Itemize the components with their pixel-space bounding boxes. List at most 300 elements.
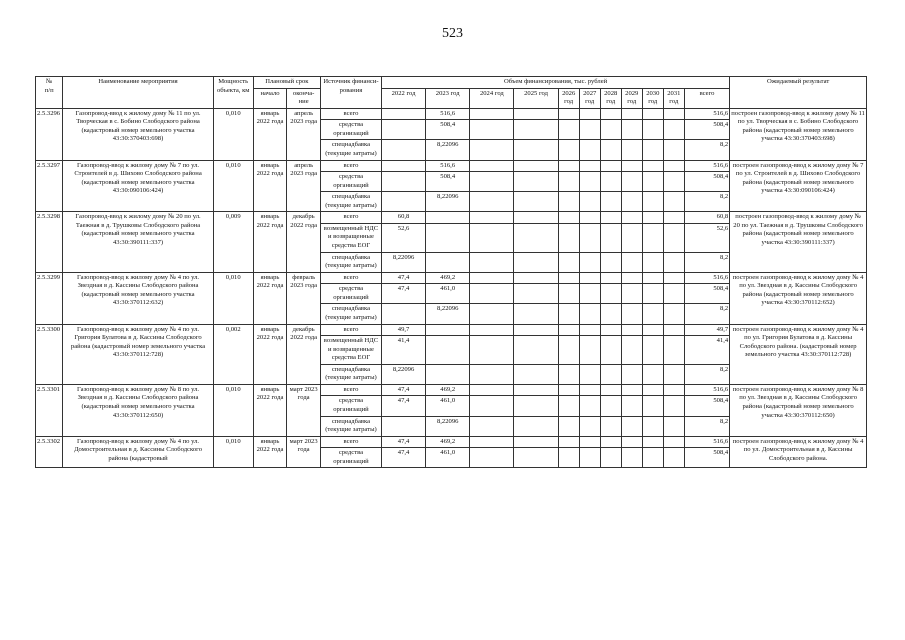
row-end: март 2023 года	[287, 436, 321, 468]
value-2022: 8,22096	[381, 252, 425, 272]
value-empty-year	[579, 172, 600, 192]
table-row	[36, 108, 867, 120]
row-num: 2.5.3299	[36, 272, 63, 324]
source-name: всего	[320, 436, 381, 448]
source-name: средства организаций	[320, 284, 381, 304]
row-power: 0,010	[213, 108, 253, 160]
value-empty-year	[642, 120, 663, 140]
value-empty-year	[642, 364, 663, 384]
row-name: Газопровод-ввод к жилому дому № 8 по ул. Звездная в д. Кассины Слободского района (кадастровый номер земельного участка 43:30:370112:650)	[63, 384, 213, 436]
value-empty-year	[663, 416, 684, 436]
header-total: всего	[684, 88, 729, 108]
value-empty-year	[558, 120, 579, 140]
value-total: 52,6	[684, 223, 729, 252]
value-2023: 461,0	[426, 396, 470, 416]
value-empty-year	[579, 416, 600, 436]
source-name: спецнадбавка (текущие затраты)	[320, 304, 381, 324]
value-total: 60,8	[684, 212, 729, 224]
source-name: всего	[320, 108, 381, 120]
value-empty-year	[600, 108, 621, 120]
value-empty-year	[642, 212, 663, 224]
value-2023: 8,22096	[426, 192, 470, 212]
value-empty-year	[514, 324, 558, 336]
value-empty-year	[642, 436, 663, 448]
value-total: 516,6	[684, 108, 729, 120]
value-empty-year	[579, 304, 600, 324]
value-empty-year	[558, 140, 579, 160]
source-name: спецнадбавка (текущие затраты)	[320, 364, 381, 384]
header-power: Мощность объекта, км	[213, 77, 253, 109]
value-2023: 516,6	[426, 108, 470, 120]
header-result: Ожидаемый результат	[730, 77, 867, 109]
value-empty-year	[600, 416, 621, 436]
value-empty-year	[470, 284, 514, 304]
source-name: всего	[320, 212, 381, 224]
header-year: 2027 год	[579, 88, 600, 108]
source-name: средства организаций	[320, 448, 381, 468]
value-empty-year	[579, 252, 600, 272]
value-empty-year	[470, 120, 514, 140]
row-name: Газопровод-ввод к жилому дому № 4 по ул. Звездная в д. Кассины Слободского района (кадастровый номер земельного участка 43:30:370112:632)	[63, 272, 213, 324]
table-row	[36, 384, 867, 396]
value-empty-year	[642, 160, 663, 172]
header-sources: Источник финанси-рования	[320, 77, 381, 109]
value-empty-year	[642, 336, 663, 365]
value-2022: 47,4	[381, 396, 425, 416]
value-empty-year	[600, 284, 621, 304]
value-empty-year	[558, 192, 579, 212]
header-num: № п/п	[36, 77, 63, 109]
header-year: 2029 год	[621, 88, 642, 108]
value-empty-year	[514, 364, 558, 384]
row-end: апрель 2023 года	[287, 108, 321, 160]
value-empty-year	[621, 252, 642, 272]
row-start: январь 2022 года	[253, 272, 287, 324]
value-empty-year	[470, 324, 514, 336]
value-2023: 469,2	[426, 384, 470, 396]
row-power: 0,010	[213, 160, 253, 212]
value-total: 516,6	[684, 384, 729, 396]
value-total: 8,2	[684, 364, 729, 384]
value-2023: 516,6	[426, 160, 470, 172]
value-2022: 47,4	[381, 272, 425, 284]
value-2023	[426, 364, 470, 384]
value-empty-year	[600, 384, 621, 396]
value-empty-year	[600, 172, 621, 192]
row-result: построен газопровод-ввод к жилому дому № 4 по ул. Григория Булатова в д. Кассины Слободского района. (кадастровый номер земельного участка 43:30:370112:728)	[730, 324, 867, 384]
value-empty-year	[470, 108, 514, 120]
value-empty-year	[579, 140, 600, 160]
value-total: 516,6	[684, 160, 729, 172]
row-end: декабрь 2022 года	[287, 324, 321, 384]
value-empty-year	[600, 192, 621, 212]
value-2023: 8,22096	[426, 416, 470, 436]
value-empty-year	[579, 212, 600, 224]
row-power: 0,002	[213, 324, 253, 384]
value-empty-year	[663, 336, 684, 365]
value-empty-year	[579, 396, 600, 416]
value-2022: 47,4	[381, 284, 425, 304]
value-empty-year	[579, 223, 600, 252]
value-total: 8,2	[684, 252, 729, 272]
value-empty-year	[558, 396, 579, 416]
row-num: 2.5.3297	[36, 160, 63, 212]
value-2023: 469,2	[426, 436, 470, 448]
value-empty-year	[558, 436, 579, 448]
row-name: Газопровод-ввод к жилому дому № 4 по ул. Домостроительная в д. Кассины Слободского района (кадастровый	[63, 436, 213, 468]
value-2023	[426, 252, 470, 272]
row-start: январь 2022 года	[253, 324, 287, 384]
row-end: апрель 2023 года	[287, 160, 321, 212]
value-empty-year	[600, 252, 621, 272]
header-plan-start: начало	[253, 88, 287, 108]
row-end: февраль 2023 года	[287, 272, 321, 324]
value-empty-year	[642, 396, 663, 416]
value-empty-year	[642, 304, 663, 324]
table-body	[36, 108, 867, 468]
value-empty-year	[663, 448, 684, 468]
row-start: январь 2022 года	[253, 108, 287, 160]
source-name: спецнадбавка (текущие затраты)	[320, 416, 381, 436]
value-empty-year	[621, 108, 642, 120]
row-end: март 2023 года	[287, 384, 321, 436]
value-empty-year	[600, 160, 621, 172]
value-empty-year	[621, 416, 642, 436]
value-empty-year	[642, 284, 663, 304]
value-empty-year	[514, 192, 558, 212]
value-empty-year	[621, 396, 642, 416]
source-name: всего	[320, 160, 381, 172]
value-empty-year	[621, 364, 642, 384]
row-name: Газопровод-ввод к жилому дому № 4 по ул. Григория Булатова в д. Кассины Слободского района (кадастровый номер земельного участка 43:30:370112:728)	[63, 324, 213, 384]
value-empty-year	[663, 192, 684, 212]
header-year: 2030 год	[642, 88, 663, 108]
value-empty-year	[642, 192, 663, 212]
value-total: 508,4	[684, 448, 729, 468]
header-year: 2024 год	[470, 88, 514, 108]
row-name: Газопровод-ввод к жилому дому № 7 по ул. Строителей в д. Шихово Слободского района (кадастровый номер земельного участка 43:30:090106:424)	[63, 160, 213, 212]
value-empty-year	[470, 396, 514, 416]
row-result: построен газопровод-ввод к жилому дому № 11 по ул. Творческая в с. Бобино Слободского района (кадастровый номер земельного участка 43:30:370403:698)	[730, 108, 867, 160]
value-empty-year	[600, 364, 621, 384]
row-name: Газопровод-ввод к жилому дому № 20 по ул. Таежная в д. Трушковы Слободского района (кадастровый номер земельного участка 43:30:390111:337)	[63, 212, 213, 272]
value-2022	[381, 108, 425, 120]
value-empty-year	[514, 284, 558, 304]
value-empty-year	[600, 304, 621, 324]
value-empty-year	[470, 272, 514, 284]
value-empty-year	[600, 436, 621, 448]
value-empty-year	[621, 140, 642, 160]
value-empty-year	[642, 324, 663, 336]
value-empty-year	[642, 108, 663, 120]
value-empty-year	[558, 108, 579, 120]
value-empty-year	[642, 448, 663, 468]
value-empty-year	[642, 252, 663, 272]
value-2022	[381, 416, 425, 436]
row-result: построен газопровод-ввод к жилому дому № 4 по ул. Домостроительная в д. Кассины Слободского района.	[730, 436, 867, 468]
value-empty-year	[642, 416, 663, 436]
value-empty-year	[663, 324, 684, 336]
value-empty-year	[621, 192, 642, 212]
value-empty-year	[663, 272, 684, 284]
value-empty-year	[579, 436, 600, 448]
value-empty-year	[621, 212, 642, 224]
source-name: спецнадбавка (текущие затраты)	[320, 192, 381, 212]
table-header	[36, 77, 867, 109]
row-start: январь 2022 года	[253, 212, 287, 272]
table-row	[36, 160, 867, 172]
value-empty-year	[470, 223, 514, 252]
row-result: построен газопровод-ввод к жилому дому № 8 по ул. Звездная в д. Кассины Слободского района (кадастровый номер земельного участка 43:30:370112:650)	[730, 384, 867, 436]
value-empty-year	[600, 448, 621, 468]
value-2022: 47,4	[381, 384, 425, 396]
value-2022: 41,4	[381, 336, 425, 365]
value-empty-year	[470, 448, 514, 468]
value-2022: 8,22096	[381, 364, 425, 384]
value-empty-year	[579, 160, 600, 172]
value-empty-year	[558, 172, 579, 192]
value-empty-year	[470, 160, 514, 172]
row-num: 2.5.3302	[36, 436, 63, 468]
value-empty-year	[514, 140, 558, 160]
value-empty-year	[663, 384, 684, 396]
value-empty-year	[470, 364, 514, 384]
value-2023: 508,4	[426, 120, 470, 140]
value-empty-year	[514, 223, 558, 252]
value-empty-year	[514, 160, 558, 172]
row-start: январь 2022 года	[253, 436, 287, 468]
value-empty-year	[514, 396, 558, 416]
value-total: 508,4	[684, 172, 729, 192]
value-empty-year	[514, 436, 558, 448]
value-empty-year	[621, 436, 642, 448]
value-empty-year	[514, 108, 558, 120]
value-empty-year	[514, 120, 558, 140]
value-empty-year	[514, 272, 558, 284]
row-start: январь 2022 года	[253, 160, 287, 212]
row-name: Газопровод-ввод к жилому дому № 11 по ул. Творческая в с. Бобино Слободского района (кадастровый номер земельного участка 43:30:370403:698)	[63, 108, 213, 160]
value-2022: 60,8	[381, 212, 425, 224]
value-total: 8,2	[684, 192, 729, 212]
value-empty-year	[558, 304, 579, 324]
value-empty-year	[470, 336, 514, 365]
header-year: 2026 год	[558, 88, 579, 108]
row-num: 2.5.3296	[36, 108, 63, 160]
value-2022	[381, 120, 425, 140]
header-name: Наименование мероприятия	[63, 77, 213, 109]
row-power: 0,010	[213, 272, 253, 324]
value-empty-year	[558, 324, 579, 336]
value-empty-year	[579, 120, 600, 140]
value-empty-year	[579, 324, 600, 336]
header-plan: Плановый срок	[253, 77, 320, 89]
value-2023	[426, 324, 470, 336]
value-empty-year	[621, 223, 642, 252]
source-name: спецнадбавка (текущие затраты)	[320, 252, 381, 272]
row-result: построен газопровод-ввод к жилому дому № 20 по ул. Таежная в д. Трушковы Слободского района (кадастровый номер земельного участка 43:30:390111:337)	[730, 212, 867, 272]
source-name: возмещенный НДС и возвращенные средства ЕОГ	[320, 223, 381, 252]
value-empty-year	[470, 140, 514, 160]
row-result: построен газопровод-ввод к жилому дому № 4 по ул. Звездная в д. Кассины Слободского района (кадастровый номер земельного участка 43:30:370112:652)	[730, 272, 867, 324]
value-total: 41,4	[684, 336, 729, 365]
header-year: 2031 год	[663, 88, 684, 108]
value-total: 508,4	[684, 120, 729, 140]
header-year: 2023 год	[426, 88, 470, 108]
value-empty-year	[470, 192, 514, 212]
value-empty-year	[470, 212, 514, 224]
row-power: 0,010	[213, 436, 253, 468]
value-empty-year	[558, 252, 579, 272]
table-row	[36, 436, 867, 448]
value-empty-year	[558, 272, 579, 284]
source-name: возмещенный НДС и возвращенные средства ЕОГ	[320, 336, 381, 365]
value-2023: 8,22096	[426, 304, 470, 324]
value-empty-year	[621, 448, 642, 468]
value-empty-year	[514, 252, 558, 272]
value-empty-year	[579, 448, 600, 468]
value-total: 508,4	[684, 284, 729, 304]
source-name: всего	[320, 272, 381, 284]
value-empty-year	[514, 416, 558, 436]
source-name: спецнадбавка (текущие затраты)	[320, 140, 381, 160]
source-name: всего	[320, 324, 381, 336]
row-power: 0,009	[213, 212, 253, 272]
value-empty-year	[558, 284, 579, 304]
value-empty-year	[514, 448, 558, 468]
value-empty-year	[470, 304, 514, 324]
source-name: средства организаций	[320, 172, 381, 192]
value-total: 516,6	[684, 272, 729, 284]
value-empty-year	[579, 108, 600, 120]
row-power: 0,010	[213, 384, 253, 436]
value-empty-year	[470, 436, 514, 448]
value-2022	[381, 172, 425, 192]
value-empty-year	[558, 223, 579, 252]
value-empty-year	[663, 396, 684, 416]
value-empty-year	[663, 304, 684, 324]
value-empty-year	[579, 272, 600, 284]
value-2023: 461,0	[426, 284, 470, 304]
page-number: 523	[442, 26, 463, 41]
value-2022	[381, 192, 425, 212]
value-2022	[381, 160, 425, 172]
value-empty-year	[621, 324, 642, 336]
value-total: 8,2	[684, 304, 729, 324]
value-empty-year	[514, 212, 558, 224]
value-empty-year	[642, 140, 663, 160]
value-total: 8,2	[684, 416, 729, 436]
header-year: 2028 год	[600, 88, 621, 108]
value-total: 49,7	[684, 324, 729, 336]
value-empty-year	[663, 172, 684, 192]
row-end: декабрь 2022 года	[287, 212, 321, 272]
value-empty-year	[558, 364, 579, 384]
value-empty-year	[663, 108, 684, 120]
value-empty-year	[621, 172, 642, 192]
value-empty-year	[579, 384, 600, 396]
value-empty-year	[663, 140, 684, 160]
value-empty-year	[470, 416, 514, 436]
header-year: 2022 год	[381, 88, 425, 108]
row-num: 2.5.3298	[36, 212, 63, 272]
value-2022: 47,4	[381, 448, 425, 468]
value-empty-year	[621, 304, 642, 324]
value-empty-year	[663, 120, 684, 140]
table-row	[36, 272, 867, 284]
value-empty-year	[600, 396, 621, 416]
value-empty-year	[514, 384, 558, 396]
source-name: средства организаций	[320, 120, 381, 140]
value-empty-year	[600, 140, 621, 160]
value-empty-year	[514, 172, 558, 192]
row-num: 2.5.3301	[36, 384, 63, 436]
value-empty-year	[621, 120, 642, 140]
value-empty-year	[470, 252, 514, 272]
row-result: построен газопровод-ввод к жилому дому № 7 по ул. Строителей в д. Шихово Слободского района (кадастровый номер земельного участка 43:30:090106:424)	[730, 160, 867, 212]
value-empty-year	[621, 272, 642, 284]
header-year: 2025 год	[514, 88, 558, 108]
value-empty-year	[621, 336, 642, 365]
value-empty-year	[579, 364, 600, 384]
row-num: 2.5.3300	[36, 324, 63, 384]
value-empty-year	[600, 212, 621, 224]
value-2023: 8,22096	[426, 140, 470, 160]
value-2022: 47,4	[381, 436, 425, 448]
value-empty-year	[558, 336, 579, 365]
value-total: 8,2	[684, 140, 729, 160]
value-empty-year	[600, 120, 621, 140]
value-2023	[426, 336, 470, 365]
source-name: средства организаций	[320, 396, 381, 416]
value-empty-year	[600, 336, 621, 365]
header-plan-end: оконча-ние	[287, 88, 321, 108]
value-empty-year	[663, 160, 684, 172]
table-row	[36, 212, 867, 224]
value-empty-year	[621, 384, 642, 396]
value-empty-year	[558, 160, 579, 172]
value-empty-year	[558, 384, 579, 396]
value-empty-year	[663, 436, 684, 448]
value-empty-year	[663, 212, 684, 224]
value-2022	[381, 304, 425, 324]
value-empty-year	[600, 223, 621, 252]
value-empty-year	[663, 284, 684, 304]
financing-table	[35, 76, 867, 468]
value-empty-year	[663, 364, 684, 384]
value-empty-year	[642, 384, 663, 396]
value-empty-year	[621, 284, 642, 304]
value-total: 516,6	[684, 436, 729, 448]
value-2022: 52,6	[381, 223, 425, 252]
value-2022: 49,7	[381, 324, 425, 336]
value-empty-year	[642, 272, 663, 284]
value-empty-year	[558, 448, 579, 468]
value-2023: 469,2	[426, 272, 470, 284]
value-empty-year	[621, 160, 642, 172]
value-2023	[426, 223, 470, 252]
value-2023	[426, 212, 470, 224]
value-empty-year	[642, 223, 663, 252]
source-name: всего	[320, 384, 381, 396]
value-empty-year	[579, 336, 600, 365]
value-empty-year	[600, 324, 621, 336]
value-empty-year	[663, 252, 684, 272]
value-empty-year	[470, 172, 514, 192]
value-empty-year	[642, 172, 663, 192]
value-total: 508,4	[684, 396, 729, 416]
value-empty-year	[579, 284, 600, 304]
value-empty-year	[514, 304, 558, 324]
